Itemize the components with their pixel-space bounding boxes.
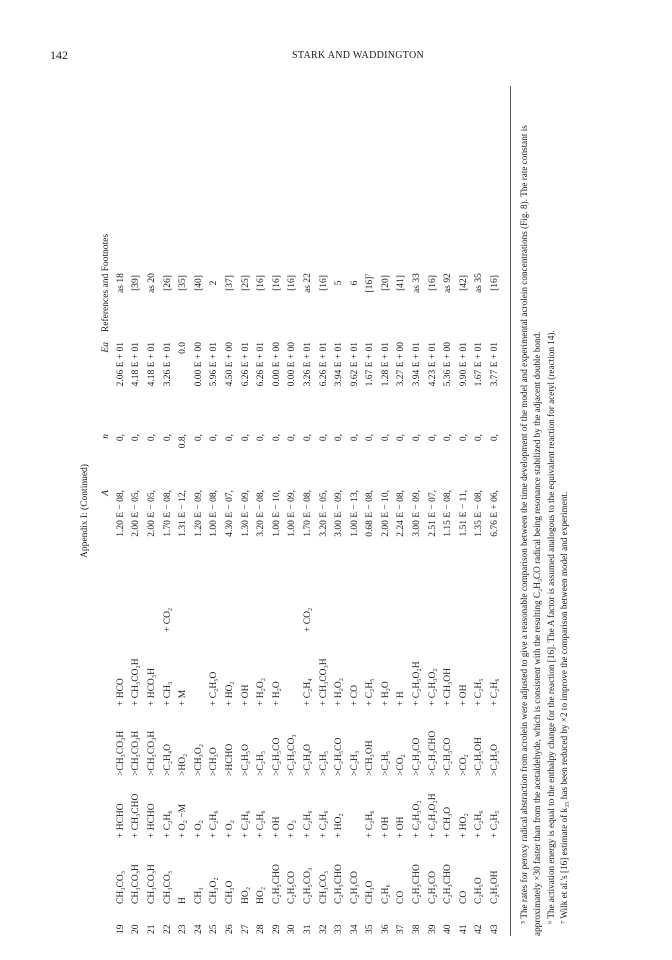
activation-energy: 9.90 E + 01: [458, 342, 469, 387]
pre-exponential-factor: 2.00 E − 05,: [146, 490, 157, 537]
product-1: >C₂H₅O: [240, 743, 251, 776]
product-1: >C₂H₅: [318, 750, 329, 776]
pre-exponential-factor: 2.24 E − 08,: [396, 490, 407, 537]
activation-energy: 0.00 E + 00: [271, 342, 282, 387]
temperature-exponent: 0,: [193, 434, 204, 442]
product-3: [425, 570, 441, 634]
reference: as 22: [302, 273, 313, 293]
table-row: [285, 226, 301, 936]
pre-exponential-factor: 1.51 E − 11,: [458, 490, 469, 537]
pre-exponential-factor: 1.70 E − 08,: [302, 490, 313, 537]
reactant-2: + HO₂: [334, 813, 345, 838]
pre-exponential-factor: 1.70 E − 08,: [162, 490, 173, 537]
reactant-2: + OH: [271, 816, 282, 838]
product-1: >HO₂: [178, 753, 189, 776]
temperature-exponent: 0,: [256, 434, 267, 442]
pre-exponential-factor: 3.00 E − 09,: [334, 490, 345, 537]
reaction-number: 26: [224, 924, 235, 934]
product-3: [269, 570, 285, 634]
table-body: [113, 226, 503, 936]
activation-energy: 3.26 E + 01: [162, 342, 173, 387]
reaction-number: 36: [380, 924, 391, 934]
table-row: [269, 226, 285, 936]
temperature-exponent: 0,: [490, 434, 501, 442]
activation-energy: 2.06 E + 01: [115, 342, 126, 387]
reactant-2: + O₂ −M: [178, 803, 189, 838]
activation-energy: 0.0: [178, 342, 189, 354]
product-2: + H₂O: [271, 681, 282, 706]
table-row: [331, 226, 347, 936]
reactant-2: + O₂: [287, 820, 298, 838]
product-2: [285, 634, 301, 708]
pre-exponential-factor: 3.20 E − 05,: [318, 490, 329, 537]
activation-energy: 5.96 E + 01: [209, 342, 220, 387]
reference: [40]: [193, 275, 204, 291]
pre-exponential-factor: 1.20 E − 09,: [193, 490, 204, 537]
reactant-2: + CH₃CHO: [131, 793, 142, 838]
reference: [16]: [427, 275, 438, 291]
product-3: [472, 570, 488, 634]
product-2: + CH₃OH: [443, 668, 454, 706]
reactant-1: CH₃CO₃H: [131, 864, 142, 904]
activation-energy: 3.26 E + 01: [302, 342, 313, 387]
product-1: >C₂H₃CO: [443, 737, 454, 776]
reactant-2: + C₂H₅: [490, 810, 501, 838]
table-row: [300, 226, 316, 936]
product-2: + M: [178, 689, 189, 706]
reaction-number: 37: [396, 924, 407, 934]
table-row: [316, 226, 332, 936]
temperature-exponent: 0,: [349, 434, 360, 442]
table-row: [394, 226, 410, 936]
reactant-1: C₂H₃CO: [427, 870, 438, 904]
reaction-number: 43: [490, 924, 501, 934]
temperature-exponent: 0,: [209, 434, 220, 442]
reactant-1: C₂H₃CO: [349, 870, 360, 904]
reaction-number: 40: [443, 924, 454, 934]
reaction-table: [98, 226, 503, 936]
product-2: + H₂O: [380, 681, 391, 706]
product-3: [238, 570, 254, 634]
table-row: [113, 226, 129, 936]
product-3: [440, 570, 456, 634]
reactant-1: H: [178, 897, 189, 904]
product-3: [144, 570, 160, 634]
activation-energy: 6.26 E + 01: [240, 342, 251, 387]
footnote-6: ⁶ The activation energy is equal to the enthalpy change for the reaction [16]. The A factor is assumed analogous to the equivalent reaction for acetyl (reaction 14).: [545, 330, 556, 924]
reference: 6: [349, 280, 360, 286]
reactant-1: CH₃CO₃: [162, 870, 173, 904]
reactant-1: CH₃CO₃: [115, 870, 126, 904]
product-1: >C₂H₅OH: [474, 737, 485, 776]
pre-exponential-factor: 2.51 E − 07,: [427, 490, 438, 537]
product-3: + CO₂: [162, 607, 173, 632]
reaction-number: 33: [334, 924, 345, 934]
product-1: >CO₂: [396, 754, 407, 776]
table-row: [222, 226, 238, 936]
product-2: + CH₃CO₂H: [131, 658, 142, 706]
reactant-1: C₂H₅O: [474, 877, 485, 904]
pre-exponential-factor: 6.76 E + 06,: [490, 490, 501, 537]
table-row: [160, 226, 176, 936]
activation-energy: 9.62 E + 01: [349, 342, 360, 387]
temperature-exponent: 0,: [224, 434, 235, 442]
table-row: [347, 226, 363, 936]
product-2: + H: [396, 691, 407, 706]
product-3: [175, 570, 191, 634]
table-row: [472, 226, 488, 936]
product-1: >C₂H₅CO: [334, 737, 345, 776]
reactant-2: + C₂H₆: [474, 810, 485, 838]
reactant-2: + HCHO: [115, 803, 126, 838]
reference: [42]: [458, 275, 469, 291]
temperature-exponent: 0,: [396, 434, 407, 442]
product-1: >CH₃OH: [365, 740, 376, 776]
product-1: >C₂H₅O: [490, 743, 501, 776]
reaction-number: 38: [412, 924, 423, 934]
reactant-2: + HO₂: [458, 813, 469, 838]
header-Ea: Ea: [100, 342, 111, 353]
temperature-exponent: 0,: [443, 434, 454, 442]
pre-exponential-factor: 1.35 E − 08,: [474, 490, 485, 537]
product-1: >C₂H₄O: [162, 743, 173, 776]
product-2: + OH: [240, 684, 251, 706]
reaction-number: 41: [458, 924, 469, 934]
table-header-row: [98, 226, 113, 936]
reference: [16]⁷: [365, 273, 376, 293]
reference: [16]: [271, 275, 282, 291]
pre-exponential-factor: 2.00 E − 05,: [131, 490, 142, 537]
product-2: + CO: [349, 685, 360, 706]
temperature-exponent: 0,: [365, 434, 376, 442]
temperature-exponent: 0,: [474, 434, 485, 442]
product-2: + H₂O₂: [334, 677, 345, 706]
product-2: + CH₃CO₃H: [318, 658, 329, 706]
product-2: [191, 634, 207, 708]
reference: 5: [334, 280, 345, 286]
reaction-number: 23: [178, 924, 189, 934]
product-2: + C₂H₅: [365, 678, 376, 706]
temperature-exponent: 0,: [240, 434, 251, 442]
activation-energy: 4.18 E + 01: [131, 342, 142, 387]
product-2: + C₂H₅O: [209, 671, 220, 706]
table-row: [378, 226, 394, 936]
reactant-1: CO: [458, 890, 469, 904]
running-head: STARK AND WADDINGTON: [292, 50, 425, 61]
footnotes: [518, 86, 572, 936]
temperature-exponent: 0,: [271, 434, 282, 442]
footnote-7: ⁷ Wilk et al.'s [16] estimate of k₃₅ has been reduced by ×2 to improve the comparison between model and experiment.: [559, 491, 570, 924]
reference: [41]: [396, 275, 407, 291]
reactant-2: + C₂H₆: [302, 810, 313, 838]
reactant-2: + C₂H₃O₂H: [427, 793, 438, 838]
pre-exponential-factor: 4.30 E − 07,: [224, 490, 235, 537]
reactant-1: CH₃O: [224, 880, 235, 904]
reactant-1: C₂H₅CO₃: [302, 867, 313, 904]
product-2: + C₂H₄: [302, 678, 313, 706]
temperature-exponent: 0,: [131, 434, 142, 442]
product-3: [222, 570, 238, 634]
reactant-2: [347, 778, 363, 840]
temperature-exponent: 0,: [380, 434, 391, 442]
reactant-1: C₂H₃CHO: [412, 864, 423, 904]
reaction-number: 31: [302, 924, 313, 934]
temperature-exponent: 0,: [146, 434, 157, 442]
activation-energy: 4.18 E + 01: [146, 342, 157, 387]
product-2: + HCO: [115, 678, 126, 706]
reference: [16]: [490, 275, 501, 291]
reaction-number: 19: [115, 924, 126, 934]
product-2: + C₂H₆: [490, 678, 501, 706]
product-2: + C₂H₅O₂H: [412, 661, 423, 706]
activation-energy: 1.67 E + 01: [365, 342, 376, 387]
reactant-2: + O₂: [193, 820, 204, 838]
activation-energy: 3.77 E + 01: [490, 342, 501, 387]
product-1: >C₂H₅: [380, 750, 391, 776]
pre-exponential-factor: 3.00 E − 09,: [412, 490, 423, 537]
table-row: [425, 226, 441, 936]
reactant-2: + O₂: [224, 820, 235, 838]
activation-energy: 6.26 E + 01: [256, 342, 267, 387]
activation-energy: 3.94 E + 01: [412, 342, 423, 387]
product-3: + CO₂: [302, 607, 313, 632]
product-1: >CH₃O₂: [193, 743, 204, 776]
product-3: [394, 570, 410, 634]
pre-exponential-factor: 1.00 E − 09,: [287, 490, 298, 537]
reactant-1: CH₃: [193, 887, 204, 904]
reactant-2: + C₂H₅O₂: [412, 800, 423, 838]
table-row: [363, 226, 379, 936]
page-number: 142: [50, 48, 68, 62]
table-row: [456, 226, 472, 936]
activation-energy: 3.94 E + 01: [334, 342, 345, 387]
reference: [16]: [287, 275, 298, 291]
reference: 2: [209, 280, 220, 286]
pre-exponential-factor: 1.31 E − 12,: [178, 490, 189, 537]
activation-energy: 6.26 E + 01: [318, 342, 329, 387]
reaction-number: 35: [365, 924, 376, 934]
activation-energy: 1.67 E + 01: [474, 342, 485, 387]
pre-exponential-factor: 0.68 E − 08,: [365, 490, 376, 537]
reaction-number: 24: [193, 924, 204, 934]
reaction-number: 29: [271, 924, 282, 934]
product-3: [347, 570, 363, 634]
reactant-2: + C₂H₆: [256, 810, 267, 838]
pre-exponential-factor: 1.20 E − 08,: [115, 490, 126, 537]
pre-exponential-factor: 3.20 E − 08,: [256, 490, 267, 537]
reactant-1: C₂H₅OH: [490, 870, 501, 904]
reaction-number: 30: [287, 924, 298, 934]
reaction-number: 42: [474, 924, 485, 934]
product-3: [207, 570, 223, 634]
product-1: >C₂H₃CO: [412, 737, 423, 776]
footnote-rule: [510, 86, 511, 936]
pre-exponential-factor: 1.30 E − 09,: [240, 490, 251, 537]
reactant-1: C₂H₃CHO: [443, 864, 454, 904]
reference: [26]: [162, 275, 173, 291]
temperature-exponent: 0,: [427, 434, 438, 442]
header-references: References and Footnotes: [100, 233, 111, 333]
table-row: [440, 226, 456, 936]
product-1: >CH₃O: [209, 747, 220, 776]
reactant-2: + CH₃O: [443, 806, 454, 838]
product-1: >CH₃CO₃H: [131, 730, 142, 776]
reactant-2: + OH: [380, 816, 391, 838]
reference: [39]: [131, 275, 142, 291]
reference: as 35: [474, 273, 485, 293]
reference: as 33: [412, 273, 423, 293]
product-1: >C₂H₅: [256, 750, 267, 776]
reactant-2: + C₂H₆: [209, 810, 220, 838]
product-1: >C₂H₅CO: [271, 737, 282, 776]
reactant-1: C₂H₆: [380, 884, 391, 904]
product-3: [409, 570, 425, 634]
reactant-2: + OH: [396, 816, 407, 838]
temperature-exponent: 0,: [458, 434, 469, 442]
reactant-2: + C₂H₆: [162, 810, 173, 838]
reference: [20]: [380, 275, 391, 291]
pre-exponential-factor: 1.00 E − 13,: [349, 490, 360, 537]
table-row: [129, 226, 145, 936]
product-3: [487, 570, 503, 634]
reference: as 20: [146, 273, 157, 293]
reference: as 92: [443, 273, 454, 293]
product-3: [129, 570, 145, 634]
product-3: [456, 570, 472, 634]
table-row: [238, 226, 254, 936]
reactant-1: CH₃CO₃: [318, 870, 329, 904]
reference: [16]: [318, 275, 329, 291]
temperature-exponent: 0,: [302, 434, 313, 442]
product-2: + CH₃: [162, 681, 173, 706]
footnote-5: ⁵ The rates for peroxy radical abstraction from acrolein were adjusted to give a reasonable comparison between the time development of the model and experimental acrolein concentrations (Fig. 8). The rate constant is approximately ×30 faster than from the acetaldehyde, which is consistent with the resulting C₂H₃CO radical being resonance stabilized by the adjacent double bond.: [519, 125, 543, 936]
reactant-1: C₂H₅CHO: [271, 864, 282, 904]
pre-exponential-factor: 2.00 E − 10,: [380, 490, 391, 537]
reference: [35]: [178, 275, 189, 291]
activation-energy: 1.28 E + 01: [380, 342, 391, 387]
product-1: >CH₃CO₃H: [146, 730, 157, 776]
table-row: [144, 226, 160, 936]
reactant-1: CH₃O: [365, 880, 376, 904]
table-row: [191, 226, 207, 936]
reactant-2: + C₂H₆: [240, 810, 251, 838]
product-1: >C₂H₃: [349, 750, 360, 776]
landscape-page: [80, 86, 600, 936]
reaction-number: 20: [131, 924, 142, 934]
table-caption: Appendix I: (Continued): [80, 464, 90, 558]
activation-energy: 0.00 E + 00: [287, 342, 298, 387]
activation-energy: 4.23 E + 01: [427, 342, 438, 387]
activation-energy: 4.50 E + 00: [224, 342, 235, 387]
pre-exponential-factor: 1.00 E − 08,: [209, 490, 220, 537]
rotated-content: [80, 86, 600, 936]
reaction-number: 34: [349, 924, 360, 934]
product-2: + OH: [458, 684, 469, 706]
reactant-2: + C₂H₆: [365, 810, 376, 838]
table-row: [409, 226, 425, 936]
reactant-1: HO₂: [240, 886, 251, 904]
reactant-2: + C₂H₆: [318, 810, 329, 838]
temperature-exponent: 0,: [412, 434, 423, 442]
product-1: >CH₃CO₃H: [115, 730, 126, 776]
product-2: + C₂H₃O₂: [427, 668, 438, 706]
table-row: [253, 226, 269, 936]
reactant-1: CH₃CO₃H: [146, 864, 157, 904]
product-1: >CO₂: [458, 754, 469, 776]
product-2: + HCO₃H: [146, 668, 157, 706]
reference: as 18: [115, 273, 126, 293]
temperature-exponent: 0,: [115, 434, 126, 442]
product-3: [113, 570, 129, 634]
reactant-1: C₂H₅CHO: [334, 864, 345, 904]
reactant-1: C₂H₅CO: [287, 870, 298, 904]
reference: [25]: [240, 275, 251, 291]
product-2: + H₂O₂: [256, 677, 267, 706]
table-row: [487, 226, 503, 936]
product-3: [378, 570, 394, 634]
reference: [16]: [256, 275, 267, 291]
reactant-1: CH₃O₂: [209, 877, 220, 904]
table-row: [207, 226, 223, 936]
pre-exponential-factor: 1.00 E − 10,: [271, 490, 282, 537]
reactant-1: HO₂: [256, 886, 267, 904]
header-A: A: [100, 490, 111, 496]
product-3: [191, 570, 207, 634]
reaction-number: 21: [146, 924, 157, 934]
reaction-number: 25: [209, 924, 220, 934]
reaction-number: 22: [162, 924, 173, 934]
header-n: n: [100, 434, 111, 439]
temperature-exponent: 0,: [287, 434, 298, 442]
product-3: [316, 570, 332, 634]
temperature-exponent: 0,: [162, 434, 173, 442]
product-3: [331, 570, 347, 634]
reaction-number: 27: [240, 924, 251, 934]
table-row: [175, 226, 191, 936]
product-1: >C₂H₅CO₃: [287, 734, 298, 776]
pre-exponential-factor: 1.15 E − 08,: [443, 490, 454, 537]
product-1: >C₂H₄O: [302, 743, 313, 776]
product-1: >C₂H₃CHO: [427, 730, 438, 776]
activation-energy: 3.27 E + 00: [396, 342, 407, 387]
product-2: + C₂H₅: [474, 678, 485, 706]
product-1: >HCHO: [224, 743, 235, 776]
temperature-exponent: 0,: [334, 434, 345, 442]
temperature-exponent: 0,: [318, 434, 329, 442]
activation-energy: 0.00 E + 00: [193, 342, 204, 387]
reaction-number: 28: [256, 924, 267, 934]
reference: [37]: [224, 275, 235, 291]
reactant-2: + HCHO: [146, 803, 157, 838]
activation-energy: 5.36 E + 00: [443, 342, 454, 387]
product-3: [363, 570, 379, 634]
product-3: [253, 570, 269, 634]
reaction-number: 32: [318, 924, 329, 934]
reactant-1: CO: [396, 890, 407, 904]
reaction-number: 39: [427, 924, 438, 934]
product-2: + HO₂: [224, 681, 235, 706]
temperature-exponent: 0.8,: [178, 434, 189, 449]
product-3: [285, 570, 301, 634]
